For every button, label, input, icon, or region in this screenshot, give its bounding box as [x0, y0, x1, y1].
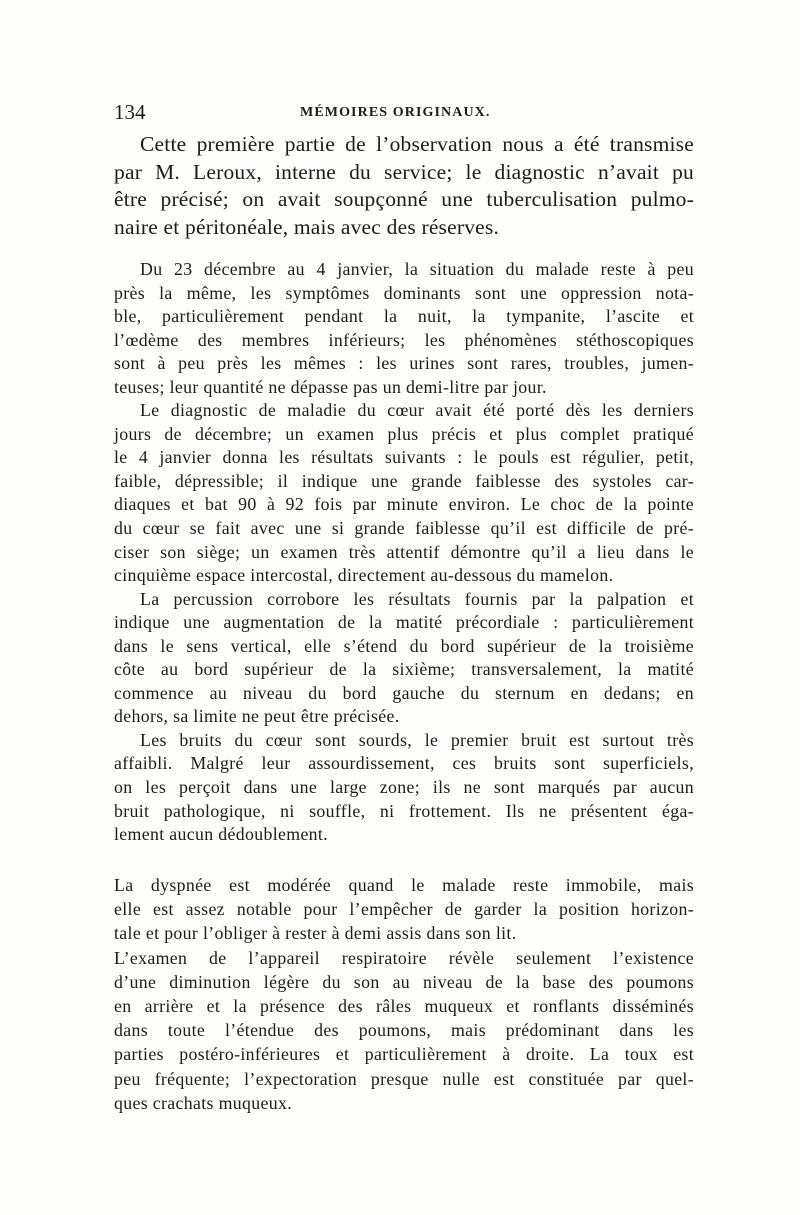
text-line: dehors, sa limite ne peut être précisée.: [114, 706, 400, 727]
text-line: côte au bord supérieur de la sixième; transversalement, la matité: [114, 659, 694, 680]
text-line: Le diagnostic de maladie du cœur avait été porté dès les derniers: [140, 400, 694, 421]
paragraph: [114, 399, 694, 587]
text-line: par M. Leroux, interne du service; le diagnostic n’avait pu: [114, 159, 694, 184]
text-line: Cette première partie de l’observation nous a été transmise: [140, 132, 694, 156]
text-line: sont à peu près les mêmes : les urines sont rares, troubles, jumen-: [114, 353, 694, 374]
text-line: être précisé; on avait soupçonné une tuberculisation pulmo-: [114, 187, 694, 211]
paragraph: [114, 729, 694, 847]
text-line: affaibli. Malgré leur assourdissement, ces bruits sont superficiels,: [114, 753, 694, 774]
text-line: lement aucun dédoublement.: [114, 824, 329, 845]
running-head: MÉMOIRES ORIGINAUX.: [300, 105, 491, 120]
text-line: on les perçoit dans une large zone; ils ne sont marqués par aucun: [114, 777, 694, 798]
text-line: Les bruits du cœur sont sourds, le premier bruit est surtout très: [140, 729, 694, 750]
text-line: bruit pathologique, ni souffle, ni frottement. Ils ne présentent éga-: [114, 800, 694, 821]
text-line: ble, particulièrement pendant la nuit, la tympanite, l’ascite et: [114, 306, 694, 327]
intro-paragraph: [114, 131, 694, 241]
small-print-section: [114, 258, 694, 847]
text-line: parties postéro-inférieures et particulièrement à droite. La toux est: [114, 1044, 694, 1065]
text-line: ciser son siège; un examen très attentif démontre qu’il a lieu dans le: [114, 541, 694, 562]
text-line: l’œdème des membres inférieurs; les phénomènes stéthoscopiques: [114, 329, 694, 350]
text-line: d’une diminution légère du son au niveau de la base des poumons: [114, 971, 694, 992]
text-line: La percussion corrobore les résultats fournis par la palpation et: [140, 588, 694, 609]
text-line: le 4 janvier donna les résultats suivants : le pouls est régulier, petit,: [114, 447, 694, 468]
text-line: commence au niveau du bord gauche du sternum en dedans; en: [114, 682, 694, 703]
text-line: tale et pour l’obliger à rester à demi assis dans son lit.: [114, 923, 517, 944]
text-line: cinquième espace intercostal, directement au-dessous du mamelon.: [114, 565, 614, 586]
text-line: dans le sens vertical, elle s’étend du bord supérieur de la troisième: [114, 635, 694, 656]
text-line: diaques et bat 90 à 92 fois par minute environ. Le choc de la pointe: [114, 494, 694, 515]
text-line: faible, dépressible; il indique une grande faiblesse des systoles car-: [114, 470, 694, 491]
text-line: naire et péritonéale, mais avec des réserves.: [114, 214, 500, 239]
text-line: du cœur se fait avec une si grande faiblesse qu’il est difficile de pré-: [114, 518, 694, 539]
text-line: près la même, les symptômes dominants sont une oppression nota-: [114, 282, 694, 303]
text-line: Du 23 décembre au 4 janvier, la situation du malade reste à peu: [140, 259, 694, 279]
text-line: dans toute l’étendue des poumons, mais prédominant dans les: [114, 1020, 694, 1041]
paragraph: [114, 946, 694, 1115]
text-line: L’examen de l’appareil respiratoire révèle seulement l’existence: [114, 947, 694, 968]
text-line: La dyspnée est modérée quand le malade reste immobile, mais: [114, 875, 694, 895]
text-line: teuses; leur quantité ne dépasse pas un demi-litre par jour.: [114, 376, 547, 397]
bottom-section: [114, 873, 694, 1115]
text-line: peu fréquente; l’expectoration presque nulle est constituée par quel-: [114, 1068, 694, 1089]
paragraph: [114, 873, 694, 946]
paragraph: [114, 588, 694, 729]
text-line: elle est assez notable pour l’empêcher de garder la position horizon-: [114, 899, 694, 920]
paragraph: [114, 258, 694, 399]
text-line: jours de décembre; un examen plus précis et plus complet pratiqué: [114, 423, 694, 444]
text-line: indique une augmentation de la matité précordiale : particulièrement: [114, 612, 694, 633]
page-header: [114, 100, 694, 124]
page-number: 134: [114, 100, 146, 124]
text-line: en arrière et la présence des râles muqueux et ronflants disséminés: [114, 996, 694, 1017]
text-line: ques crachats muqueux.: [114, 1092, 293, 1113]
